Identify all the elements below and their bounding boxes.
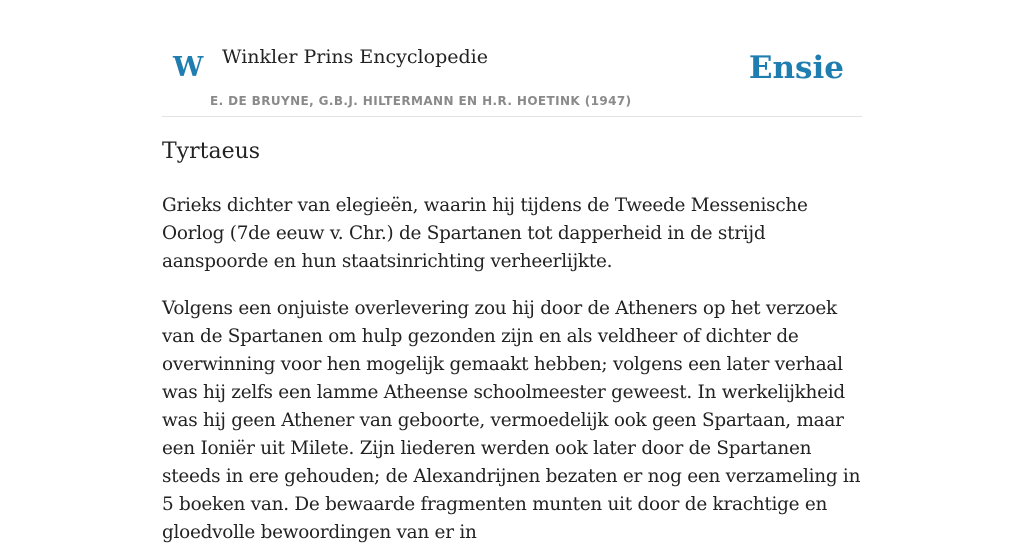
entry-paragraph: Grieks dichter van elegieën, waarin hij tijdens de Tweede Messenische Oorlog (7de eeuw v. Chr.) de Spartanen tot dapperheid in de strijd aanspoorde en hun staatsinrichting verheerlijkte. <box>162 195 808 272</box>
entry-title: Tyrtaeus <box>162 139 261 164</box>
publication-authors: E. DE BRUYNE, G.B.J. HILTERMANN EN H.R. HOETINK (1947) <box>210 94 632 108</box>
entry-paragraph: Volgens een onjuiste overlevering zou hij door de Atheners op het verzoek van de Spartanen om hulp gezonden zijn en als veldheer of dichter de overwinning voor hen mogelijk gemaakt hebben; volgens een later verhaal was hij zelfs een lamme Atheense schoolmeester geweest. In werkelijkheid was hij geen Athener van geboorte, vermoedelijk ook geen Spartaan, maar een Ioniër uit Milete. Zijn liederen werden ook later door de Spartanen steeds in ere gehouden; de Alexandrijnen bezaten er nog een verzameling in 5 boeken van. De bewaarde fragmenten munten uit door de krachtige en gloedvolle bewoordingen van er in <box>162 298 861 543</box>
publication-header <box>162 0 862 117</box>
publication-title[interactable]: Winkler Prins Encyclopedie <box>222 46 488 68</box>
ensie-home-link[interactable]: Ensie <box>748 50 844 86</box>
page <box>162 0 862 543</box>
publication-logo-icon[interactable]: W <box>173 52 204 83</box>
